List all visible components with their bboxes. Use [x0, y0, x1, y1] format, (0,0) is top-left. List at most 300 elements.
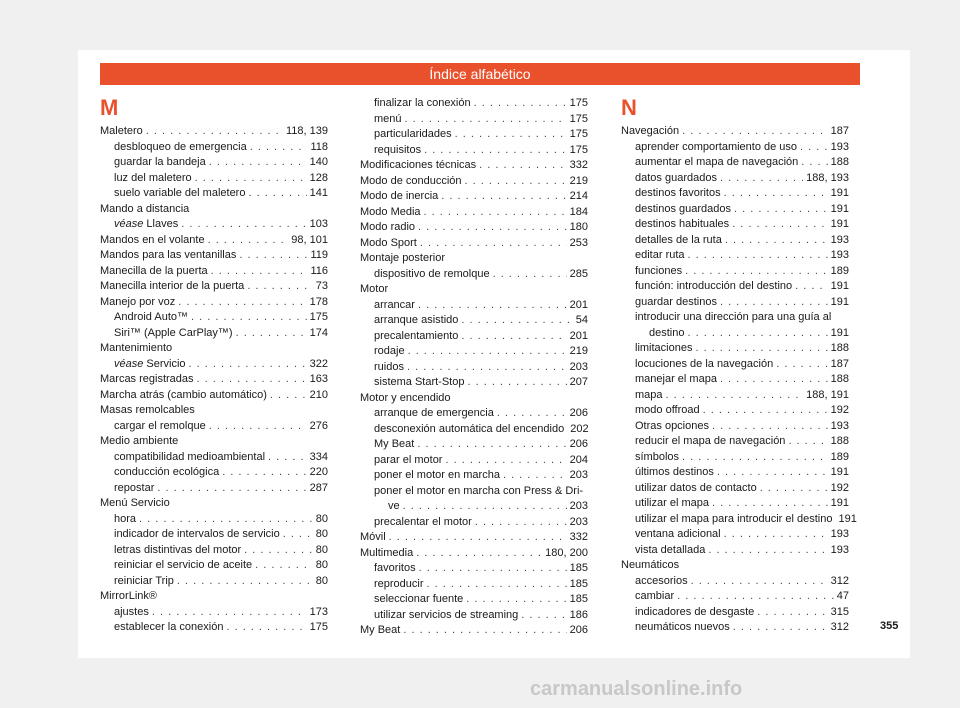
leader-dots — [408, 344, 567, 360]
page-reference: 214 — [569, 190, 588, 202]
index-headword: Neumáticos — [621, 559, 680, 571]
index-headword: Masas remolcables — [100, 404, 195, 416]
leader-dots — [441, 189, 566, 205]
page-reference: 191 — [830, 187, 849, 199]
index-subentry — [100, 186, 328, 202]
page-reference: 119 — [310, 249, 328, 261]
index-subentry — [621, 279, 849, 295]
entry-term: locuciones de la navegación — [635, 357, 774, 370]
entry-term: Android Auto™ — [114, 311, 188, 323]
page-reference: 188, 193 — [806, 171, 849, 184]
entry-term: guardar destinos — [635, 295, 717, 308]
index-entry — [360, 174, 588, 190]
index-subentry — [360, 313, 588, 329]
index-column-1 — [100, 96, 328, 636]
index-entry — [360, 189, 588, 205]
entry-term — [114, 217, 178, 233]
index-entry — [100, 357, 328, 373]
index-subentry — [621, 155, 849, 171]
leader-dots — [682, 450, 828, 466]
entry-term: suelo variable del maletero — [114, 187, 246, 199]
see-reference: véase — [114, 357, 144, 370]
leader-dots — [732, 217, 827, 233]
index-subentry — [360, 329, 588, 345]
leader-dots — [455, 127, 567, 143]
entry-term: compatibilidad medioambiental — [114, 450, 266, 463]
entry-term: ruidos — [374, 360, 404, 373]
entry-term: función: introducción del destino — [635, 280, 793, 292]
page-reference: 118, 139 — [285, 125, 328, 137]
entry-term: Modo de inercia — [360, 190, 439, 202]
leader-dots — [181, 217, 306, 233]
page-reference: 192 — [830, 404, 849, 416]
section-letter: M — [100, 95, 119, 120]
leader-dots — [760, 481, 828, 497]
page-reference: 203 — [569, 360, 588, 373]
page-reference: 188 — [830, 156, 849, 168]
entry-term: Otras opciones — [635, 419, 709, 432]
index-subentry — [621, 620, 849, 636]
entry-term: destinos habituales — [635, 218, 730, 230]
leader-dots — [466, 592, 566, 608]
entry-term: My Beat — [360, 624, 401, 636]
entry-term: Manejo por voz — [100, 295, 176, 308]
entry-term: aumentar el mapa de navegación — [635, 156, 799, 168]
index-column-3 — [621, 95, 857, 636]
entry-term: reiniciar el servicio de aceite — [114, 559, 253, 571]
leader-dots — [427, 577, 567, 593]
index-subentry — [621, 434, 849, 450]
index-subentry — [360, 608, 588, 624]
page-reference: 334 — [309, 450, 328, 463]
leader-dots — [708, 543, 827, 559]
leader-dots — [691, 574, 828, 590]
index-subentry — [100, 481, 328, 497]
leader-dots — [197, 372, 307, 388]
entry-term: seleccionar fuente — [374, 593, 464, 605]
leader-dots — [152, 605, 307, 621]
entry-term: letras distintivas del motor — [114, 543, 242, 556]
page-reference: 193 — [830, 419, 849, 432]
leader-dots — [776, 357, 827, 373]
entry-term: vista detallada — [635, 543, 706, 556]
index-subentry — [621, 543, 849, 559]
entry-term: utilizar servicios de streaming — [374, 608, 519, 621]
entry-term: parar el motor — [374, 453, 443, 466]
page-reference: 188 — [830, 373, 849, 385]
entry-term: reducir el mapa de navegación — [635, 435, 786, 447]
entry-term: Modo de conducción — [360, 174, 462, 187]
index-subentry — [100, 574, 328, 590]
page-reference: 140 — [309, 156, 328, 168]
entry-term: arrancar — [374, 298, 415, 311]
leader-dots — [209, 419, 307, 435]
leader-dots — [687, 326, 827, 342]
index-entry — [360, 220, 588, 236]
leader-dots — [178, 295, 306, 311]
page-reference: 189 — [830, 264, 849, 277]
index-column-2 — [360, 96, 588, 639]
page-reference: 47 — [836, 590, 849, 602]
leader-dots — [461, 313, 572, 329]
index-entry — [360, 546, 588, 562]
page-reference: 220 — [309, 466, 328, 478]
index-subentry — [621, 171, 849, 187]
leader-dots — [720, 171, 803, 187]
page-reference: 185 — [569, 577, 588, 590]
page-reference: 175 — [309, 621, 328, 633]
entry-term: arranque asistido — [374, 314, 459, 326]
index-entry — [360, 530, 588, 546]
index-headword: Montaje posterior — [360, 252, 445, 264]
see-reference: véase — [114, 218, 144, 230]
index-subentry — [100, 527, 328, 543]
entry-term: accesorios — [635, 574, 688, 587]
index-subentry — [100, 326, 328, 342]
index-subentry — [621, 357, 849, 373]
page-reference: 203 — [569, 515, 588, 528]
entry-term: reiniciar Trip — [114, 574, 174, 587]
page-reference: 202 — [570, 422, 589, 435]
leader-dots — [757, 605, 827, 621]
leader-dots — [733, 620, 828, 636]
index-headword: MirrorLink® — [100, 590, 157, 602]
index-subentry — [100, 171, 328, 187]
index-headword: Mantenimiento — [100, 342, 173, 354]
entry-text: Servicio — [146, 357, 186, 370]
entry-term: neumáticos nuevos — [635, 621, 730, 633]
page-reference: 80 — [315, 512, 328, 525]
index-headword: Mando a distancia — [100, 202, 190, 215]
entry-term: detalles de la ruta — [635, 233, 722, 246]
entry-term: símbolos — [635, 450, 680, 463]
leader-dots — [283, 527, 313, 543]
index-subentry — [360, 453, 588, 469]
leader-dots — [688, 248, 828, 264]
leader-dots — [418, 220, 567, 236]
page-reference: 193 — [830, 233, 849, 246]
leader-dots — [666, 388, 804, 404]
entry-term: Marcha atrás (cambio automático) — [100, 388, 267, 401]
leader-dots — [474, 96, 567, 112]
leader-dots — [734, 202, 828, 218]
index-entry — [100, 233, 328, 249]
index-subentry — [360, 406, 588, 422]
entry-term: requisitos — [374, 143, 422, 156]
index-subentry — [360, 143, 588, 159]
entry-term: sistema Start-Stop — [374, 376, 465, 388]
index-subentry — [100, 605, 328, 621]
entry-term: datos guardados — [635, 171, 717, 184]
entry-term: hora — [114, 512, 137, 525]
leader-dots — [712, 496, 828, 512]
entry-term: finalizar la conexión — [374, 97, 471, 109]
index-entry — [100, 217, 328, 233]
leader-dots — [461, 329, 566, 345]
entry-term: Manecilla de la puerta — [100, 264, 208, 277]
leader-dots — [248, 186, 306, 202]
leader-dots — [724, 527, 828, 543]
leader-dots — [270, 388, 307, 404]
page-reference: 80 — [315, 559, 328, 571]
entry-term: Marcas registradas — [100, 373, 194, 385]
index-subentry — [100, 543, 328, 559]
index-subentry — [100, 620, 328, 636]
page-reference: 322 — [309, 357, 328, 370]
entry-text: Llaves — [146, 218, 179, 230]
page-reference: 312 — [830, 621, 849, 633]
index-subentry — [360, 437, 588, 453]
leader-dots — [685, 264, 828, 280]
page-reference: 180, 200 — [545, 546, 588, 559]
leader-dots — [467, 375, 566, 391]
page-reference: 175 — [309, 311, 328, 323]
entry-term: menú — [374, 112, 402, 125]
index-subentry-line: poner el motor en marcha con Press & Dri- — [374, 484, 584, 497]
page-reference: 193 — [830, 249, 849, 261]
entry-term: cargar el remolque — [114, 419, 206, 432]
page-reference: 185 — [569, 593, 588, 605]
index-subentry — [360, 592, 588, 608]
page-header: Índice alfabético — [100, 63, 860, 85]
index-rows — [360, 96, 588, 639]
page-reference: 219 — [569, 174, 588, 187]
page-reference: 188 — [830, 342, 849, 354]
page-reference: 175 — [569, 128, 588, 140]
page-reference: 206 — [569, 438, 588, 450]
entry-term: conducción ecológica — [114, 466, 220, 478]
page-reference: 80 — [315, 574, 328, 587]
page-reference: 178 — [309, 295, 328, 308]
index-entry — [360, 158, 588, 174]
index-subentry — [360, 375, 588, 391]
entry-term: últimos destinos — [635, 466, 714, 478]
page-reference: 191 — [838, 512, 857, 525]
leader-dots — [475, 515, 567, 531]
leader-dots — [405, 112, 567, 128]
leader-dots — [139, 512, 313, 528]
index-subentry — [100, 310, 328, 326]
index-entry — [621, 124, 849, 140]
entry-term: Manecilla interior de la puerta — [100, 280, 245, 292]
page-reference: 173 — [309, 605, 328, 618]
leader-dots — [239, 248, 307, 264]
index-subentry — [621, 465, 849, 481]
index-entry — [100, 124, 328, 140]
entry-term: limitaciones — [635, 342, 693, 354]
index-subentry — [360, 127, 588, 143]
leader-dots — [724, 186, 828, 202]
entry-term: aprender comportamiento de uso — [635, 140, 798, 153]
entry-term: Navegación — [621, 125, 680, 137]
leader-dots — [497, 406, 567, 422]
leader-dots — [157, 481, 306, 497]
page-reference: 191 — [830, 218, 849, 230]
page-reference: 315 — [830, 605, 849, 618]
page-reference: 332 — [569, 531, 588, 543]
page-reference: 185 — [569, 562, 588, 574]
index-subentry — [621, 388, 849, 404]
leader-dots — [255, 558, 313, 574]
entry-term: Multimedia — [360, 546, 414, 559]
leader-dots — [189, 357, 307, 373]
index-subentry — [360, 360, 588, 376]
page-reference: 128 — [309, 171, 328, 184]
index-subentry — [621, 589, 849, 605]
entry-term: utilizar el mapa para introducir el destino — [635, 512, 833, 525]
leader-dots — [211, 264, 308, 280]
entry-term: indicador de intervalos de servicio — [114, 528, 280, 540]
index-subentry — [360, 267, 588, 283]
leader-dots — [226, 620, 306, 636]
leader-dots — [416, 546, 542, 562]
leader-dots — [682, 124, 828, 140]
index-subentry — [621, 341, 849, 357]
page-reference: 191 — [830, 466, 849, 478]
index-subentry — [360, 298, 588, 314]
entry-term: Modo Media — [360, 205, 421, 218]
index-subentry-line: introducir una dirección para una guía al — [635, 311, 832, 323]
page-reference: 163 — [309, 373, 328, 385]
page-reference: 206 — [569, 624, 588, 636]
leader-dots — [146, 124, 283, 140]
index-subentry — [360, 561, 588, 577]
page-reference: 187 — [830, 125, 849, 137]
page-reference: 210 — [309, 388, 328, 401]
page-reference: 203 — [569, 469, 588, 481]
page-reference: 180 — [569, 221, 588, 233]
page-reference: 184 — [569, 205, 588, 218]
leader-dots — [420, 236, 567, 252]
leader-dots — [720, 295, 828, 311]
index-entry — [100, 388, 328, 404]
page-reference: 116 — [310, 264, 328, 277]
index-subentry — [100, 512, 328, 528]
index-subentry — [621, 233, 849, 249]
page-reference: 332 — [569, 159, 588, 171]
index-subentry — [621, 527, 849, 543]
entry-term: cambiar — [635, 590, 675, 602]
page-reference: 192 — [830, 481, 849, 494]
entry-term: manejar el mapa — [635, 373, 717, 385]
entry-term: dispositivo de remolque — [374, 267, 490, 280]
leader-dots — [250, 140, 308, 156]
leader-dots — [208, 233, 289, 249]
index-subentry — [621, 512, 857, 528]
entry-term: ve — [388, 500, 400, 512]
index-subentry — [100, 419, 328, 435]
index-subentry — [360, 515, 588, 531]
index-entry — [100, 372, 328, 388]
leader-dots — [788, 434, 827, 450]
leader-dots — [236, 326, 307, 342]
entry-term: destinos favoritos — [635, 187, 721, 199]
index-subentry — [621, 140, 849, 156]
entry-term: utilizar el mapa — [635, 497, 709, 509]
leader-dots — [677, 589, 834, 605]
leader-dots — [209, 155, 307, 171]
leader-dots — [725, 233, 828, 249]
leader-dots — [268, 450, 307, 466]
index-subentry — [100, 155, 328, 171]
entry-term: desconexión automática del encendido — [374, 422, 565, 435]
index-subentry — [360, 96, 588, 112]
index-subentry — [621, 605, 849, 621]
entry-term: guardar la bandeja — [114, 156, 206, 168]
index-subentry — [360, 112, 588, 128]
page-reference: 201 — [569, 329, 588, 342]
leader-dots — [222, 465, 306, 481]
leader-dots — [417, 437, 566, 453]
leader-dots — [445, 453, 566, 469]
index-entry — [360, 623, 588, 639]
entry-term: desbloqueo de emergencia — [114, 140, 247, 153]
leader-dots — [465, 174, 567, 190]
leader-dots — [389, 530, 567, 546]
index-subentry — [621, 217, 849, 233]
entry-term: establecer la conexión — [114, 621, 224, 633]
index-entry — [360, 205, 588, 221]
index-subentry — [100, 465, 328, 481]
page-reference: 141 — [309, 187, 328, 199]
page-reference: 188 — [830, 435, 849, 447]
page-reference: 191 — [830, 280, 849, 292]
index-entry — [360, 499, 588, 515]
leader-dots — [479, 158, 566, 174]
page-reference: 118 — [310, 140, 328, 153]
leader-dots — [403, 623, 566, 639]
index-headword: Motor y encendido — [360, 391, 451, 404]
leader-dots — [720, 372, 828, 388]
page-reference: 253 — [569, 236, 588, 249]
entry-term: ventana adicional — [635, 528, 721, 540]
entry-term: Siri™ (Apple CarPlay™) — [114, 326, 233, 339]
index-subentry — [621, 419, 849, 435]
leader-dots — [424, 205, 567, 221]
leader-dots — [407, 360, 567, 376]
leader-dots — [695, 341, 827, 357]
page-reference: 191 — [830, 326, 849, 339]
page-reference: 191 — [830, 497, 849, 509]
entry-term: modo offroad — [635, 404, 700, 416]
leader-dots — [712, 419, 828, 435]
index-entry — [621, 326, 849, 342]
index-subentry — [621, 496, 849, 512]
page-reference: 191 — [830, 295, 849, 308]
page-reference: 276 — [309, 419, 328, 432]
entry-term: destinos guardados — [635, 202, 732, 215]
index-subentry — [360, 344, 588, 360]
index-subentry — [360, 422, 588, 438]
page-reference: 219 — [569, 345, 588, 357]
entry-term: Modo radio — [360, 221, 416, 233]
leader-dots — [191, 310, 307, 326]
page-reference: 175 — [569, 143, 588, 156]
index-subentry — [621, 248, 849, 264]
entry-term: rodaje — [374, 345, 405, 357]
index-headword: Menú Servicio — [100, 497, 170, 509]
entry-term: Mandos en el volante — [100, 233, 205, 246]
entry-term: Modo Sport — [360, 236, 417, 249]
index-rows — [100, 124, 328, 636]
page-reference: 193 — [830, 543, 849, 556]
index-subentry — [100, 450, 328, 466]
entry-term: Maletero — [100, 125, 143, 137]
watermark: carmanualsonline.info — [530, 678, 743, 700]
entry-term: repostar — [114, 481, 155, 494]
entry-term: ajustes — [114, 605, 149, 618]
page-reference: 312 — [830, 574, 849, 587]
